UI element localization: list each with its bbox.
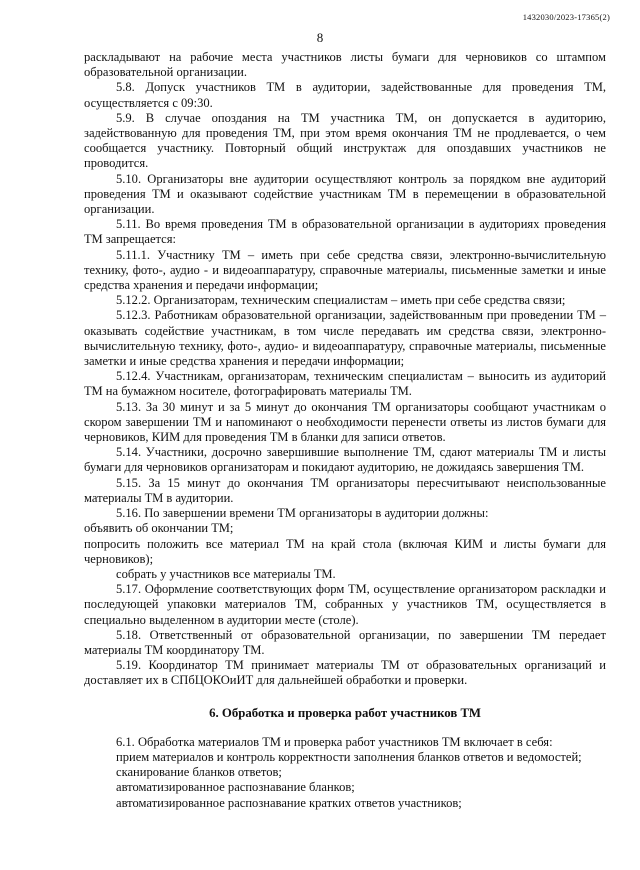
paragraph-5-17: 5.17. Оформление соответствующих форм ТМ, осуществление организатором раскладки и последующей упаковки материалов ТМ, собранных у участников ТМ, осуществляется в специально выделенном в аудитории месте (столе).	[84, 582, 606, 627]
document-body	[84, 50, 606, 811]
paragraph-5-12-2: 5.12.2. Организаторам, техническим специалистам – иметь при себе средства связи;	[116, 293, 566, 308]
paragraph-5-14: 5.14. Участники, досрочно завершившие выполнение ТМ, сдают материалы ТМ и листы бумаги для черновиков организаторам и покидают аудиторию, не дожидаясь завершения ТМ.	[84, 445, 606, 475]
paragraph-5-8: 5.8. Допуск участников ТМ в аудитории, задействованные для проведения ТМ, осуществляется с 09:30.	[84, 80, 606, 110]
paragraph-5-11: 5.11. Во время проведения ТМ в образовательной организации в аудиториях проведения ТМ запрещается:	[84, 217, 606, 247]
paragraph-5-15: 5.15. За 15 минут до окончания ТМ организаторы пересчитывают неиспользованные материалы ТМ в аудитории.	[84, 475, 606, 505]
paragraph-6-1: 6.1. Обработка материалов ТМ и проверка работ участников ТМ включает в себя:	[116, 734, 553, 749]
list-item: автоматизированное распознавание бланков;	[116, 780, 355, 795]
paragraph: раскладывают на рабочие места участников листы бумаги для черновиков со штампом образовательной организации.	[84, 50, 606, 80]
list-item: сканирование бланков ответов;	[116, 765, 282, 780]
section-heading: 6. Обработка и проверка работ участников ТМ	[209, 705, 481, 720]
paragraph-5-12-4: 5.12.4. Участникам, организаторам, техническим специалистам – выносить из аудиторий ТМ на бумажном носителе, фотографировать материалы ТМ.	[84, 369, 606, 399]
list-item: автоматизированное распознавание кратких ответов участников;	[116, 795, 462, 810]
paragraph-5-9: 5.9. В случае опоздания на ТМ участника ТМ, он допускается в аудиторию, задействованную для проведения ТМ, при этом время окончания ТМ не продлевается, о чем сообщается участнику. Повторный общий инструктаж для опоздавших участников не проводится.	[84, 110, 606, 171]
list-item: прием материалов и контроль корректности заполнения бланков ответов и ведомостей;	[116, 749, 582, 764]
list-item: попросить положить все материал ТМ на край стола (включая КИМ и листы бумаги для черновиков);	[84, 536, 606, 566]
paragraph-5-11-1: 5.11.1. Участнику ТМ – иметь при себе средства связи, электронно-вычислительную технику, фото-, аудио - и видеоаппаратуру, справочные материалы, письменные заметки и иные средства хранения и передачи информации;	[84, 247, 606, 293]
list-item: объявить об окончании ТМ;	[84, 521, 234, 536]
paragraph-5-19: 5.19. Координатор ТМ принимает материалы ТМ от образовательных организаций и доставляет их в СПбЦОКОиИТ для дальнейшей обработки и проверки.	[84, 658, 606, 688]
paragraph-5-12-3: 5.12.3. Работникам образовательной организации, задействованным при проведении ТМ – оказывать содействие участникам, в том числе передавать им средства связи, электронно-вычислительную технику, фото-, аудио- и видеоаппаратуру, справочные материалы, письменные заметки и иные средства хранения и передачи информации;	[84, 308, 606, 369]
document-number: 1432030/2023-17365(2)	[522, 12, 610, 22]
page-number: 8	[316, 30, 324, 45]
list-item: собрать у участников все материалы ТМ.	[116, 566, 336, 581]
paragraph-5-18: 5.18. Ответственный от образовательной организации, по завершении ТМ передает материалы ТМ координатору ТМ.	[84, 627, 606, 657]
paragraph-5-13: 5.13. За 30 минут и за 5 минут до окончания ТМ организаторы сообщают участникам о скором завершении ТМ и напоминают о необходимости перенести ответы из листов бумаги для черновиков, КИМ для проведения ТМ в бланки для записи ответов.	[84, 399, 606, 445]
paragraph-5-10: 5.10. Организаторы вне аудитории осуществляют контроль за порядком вне аудиторий проведения ТМ и оказывают содействие участникам ТМ в перемещении в образовательной организации.	[84, 171, 606, 217]
paragraph-5-16: 5.16. По завершении времени ТМ организаторы в аудитории должны:	[116, 506, 489, 521]
